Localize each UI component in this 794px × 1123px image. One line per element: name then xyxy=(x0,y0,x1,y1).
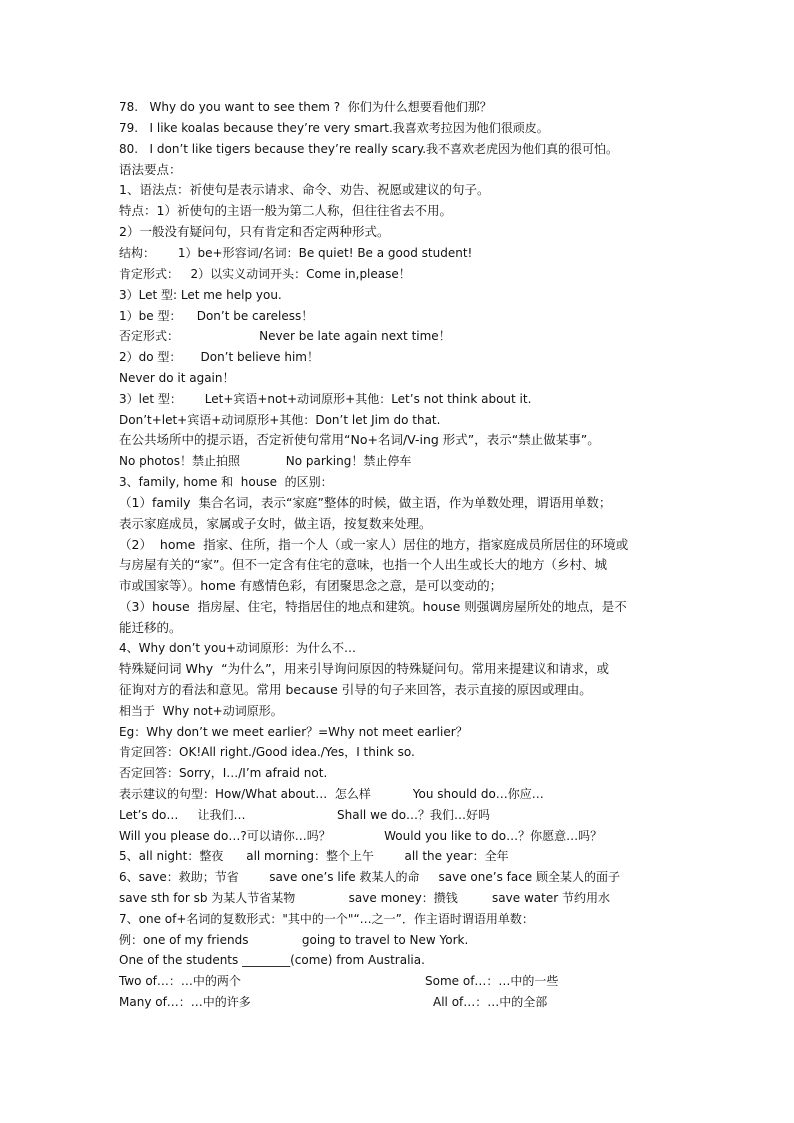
text-line: 特点：1）祈使句的主语一般为第二人称，但往往省去不用。 xyxy=(119,203,452,218)
text-line: 7、one of+名词的复数形式："其中的一个"“…之一”．作主语时谓语用单数： xyxy=(119,912,534,926)
text-line: 2）一般没有疑问句，只有肯定和否定两种形式。 xyxy=(119,224,390,239)
line-80: 80. I don’t like tigers because they’re really scary.我不喜欢老虎因为他们真的很可怕。 xyxy=(119,142,619,156)
text-line: 5、all night：整夜 all morning：整个上午 all the year：全年 xyxy=(119,849,509,863)
text-line: 例：one of my friends going to travel to New York. xyxy=(119,933,469,947)
text-line: 3、family, home 和 house 的区别： xyxy=(119,475,333,489)
text-line: （2） home 指家、住所，指一个人（或一家人）居住的地方，指家庭成员所居住的环境或 xyxy=(119,537,629,552)
text-line: 能迁移的。 xyxy=(119,620,182,635)
text-line: 肯定回答：OK!All right./Good idea./Yes，I think so. xyxy=(119,745,415,759)
phrase-left: Many of…：…中的许多 xyxy=(119,995,251,1009)
text-line: 否定形式： Never be late again next time！ xyxy=(119,329,451,343)
text-line: 表示建议的句型：How/What about… 怎么样 You should do…你应… xyxy=(119,787,544,801)
text-line: save sth for sb 为某人节省某物 save money：攒钱 save water 节约用水 xyxy=(119,891,610,905)
text-line: 市或国家等）。home 有感情色彩，有团聚思念之意，是可以变动的； xyxy=(119,578,503,593)
text-line: 否定回答：Sorry，I…/I’m afraid not. xyxy=(119,766,328,780)
text-line: 3）let 型： Let+宾语+not+动词原形+其他：Let’s not think about it. xyxy=(119,392,532,406)
text-line: 相当于 Why not+动词原形。 xyxy=(119,704,283,718)
text-line: 2）do 型： Don’t believe him！ xyxy=(119,350,319,364)
section-heading-grammar: 语法要点： xyxy=(119,162,182,177)
phrase-left: Two of…：…中的两个 xyxy=(119,974,241,988)
text-line: 征询对方的看法和意见。常用 because 引导的句子来回答，表示直接的原因或理由。 xyxy=(119,682,592,697)
text-line: No photos！禁止拍照 No parking！禁止停车 xyxy=(119,454,412,468)
text-line: Will you please do…?可以请你…吗？ Would you like to do…？你愿意…吗？ xyxy=(119,829,603,843)
text-line: 4、Why don’t you+动词原形：为什么不… xyxy=(119,641,357,655)
text-line: One of the students ________(come) from Australia. xyxy=(119,953,425,967)
text-line: （1）family 集合名词，表示“家庭”整体的时候，做主语，作为单数处理，谓语用单数； xyxy=(119,495,612,510)
text-line: 结构： 1）be+形容词/名词：Be quiet! Be a good student! xyxy=(119,246,473,260)
line-78: 78. Why do you want to see them ? 你们为什么想要看他们那？ xyxy=(119,100,492,114)
text-line: 在公共场所中的提示语，否定祈使句常用“No+名词/V-ing 形式”，表示“禁止做某事”。 xyxy=(119,432,600,447)
text-line: 3）Let 型: Let me help you. xyxy=(119,288,282,302)
text-line: 肯定形式： 2）以实义动词开头：Come in,please！ xyxy=(119,267,411,281)
text-line: Eg：Why don’t we meet earlier？=Why not meet earlier？ xyxy=(119,725,468,739)
text-line: Let’s do… 让我们… Shall we do…？我们…好吗 xyxy=(119,808,491,822)
line-79: 79. I like koalas because they’re very smart.我喜欢考拉因为他们很顽皮。 xyxy=(119,121,549,135)
phrase-right: All of…：…中的全部 xyxy=(433,995,548,1009)
phrase-right: Some of…：…中的一些 xyxy=(425,974,559,988)
text-line: Don’t+let+宾语+动词原形+其他：Don’t let Jim do that. xyxy=(119,413,441,427)
text-line: Never do it again！ xyxy=(119,371,235,385)
text-line: 特殊疑问词 Why “为什么”，用来引导询问原因的特殊疑问句。常用来提建议和请求，或 xyxy=(119,661,610,676)
text-line: 1、语法点：祈使句是表示请求、命令、劝告、祝愿或建议的句子。 xyxy=(119,182,490,197)
text-line: 6、save：救助；节省 save one’s life 救某人的命 save one’s face 顾全某人的面子 xyxy=(119,870,621,884)
text-line: 表示家庭成员，家属或子女时，做主语，按复数来处理。 xyxy=(119,516,432,531)
text-line: （3）house 指房屋、住宅，特指居住的地点和建筑。house 则强调房屋所处的地点，是不 xyxy=(119,599,627,614)
text-line: 与房屋有关的“家”。但不一定含有住宅的意味，也指一个人出生或长大的地方（乡村、城 xyxy=(119,557,607,572)
text-line: 1）be 型： Don’t be careless！ xyxy=(119,309,314,323)
